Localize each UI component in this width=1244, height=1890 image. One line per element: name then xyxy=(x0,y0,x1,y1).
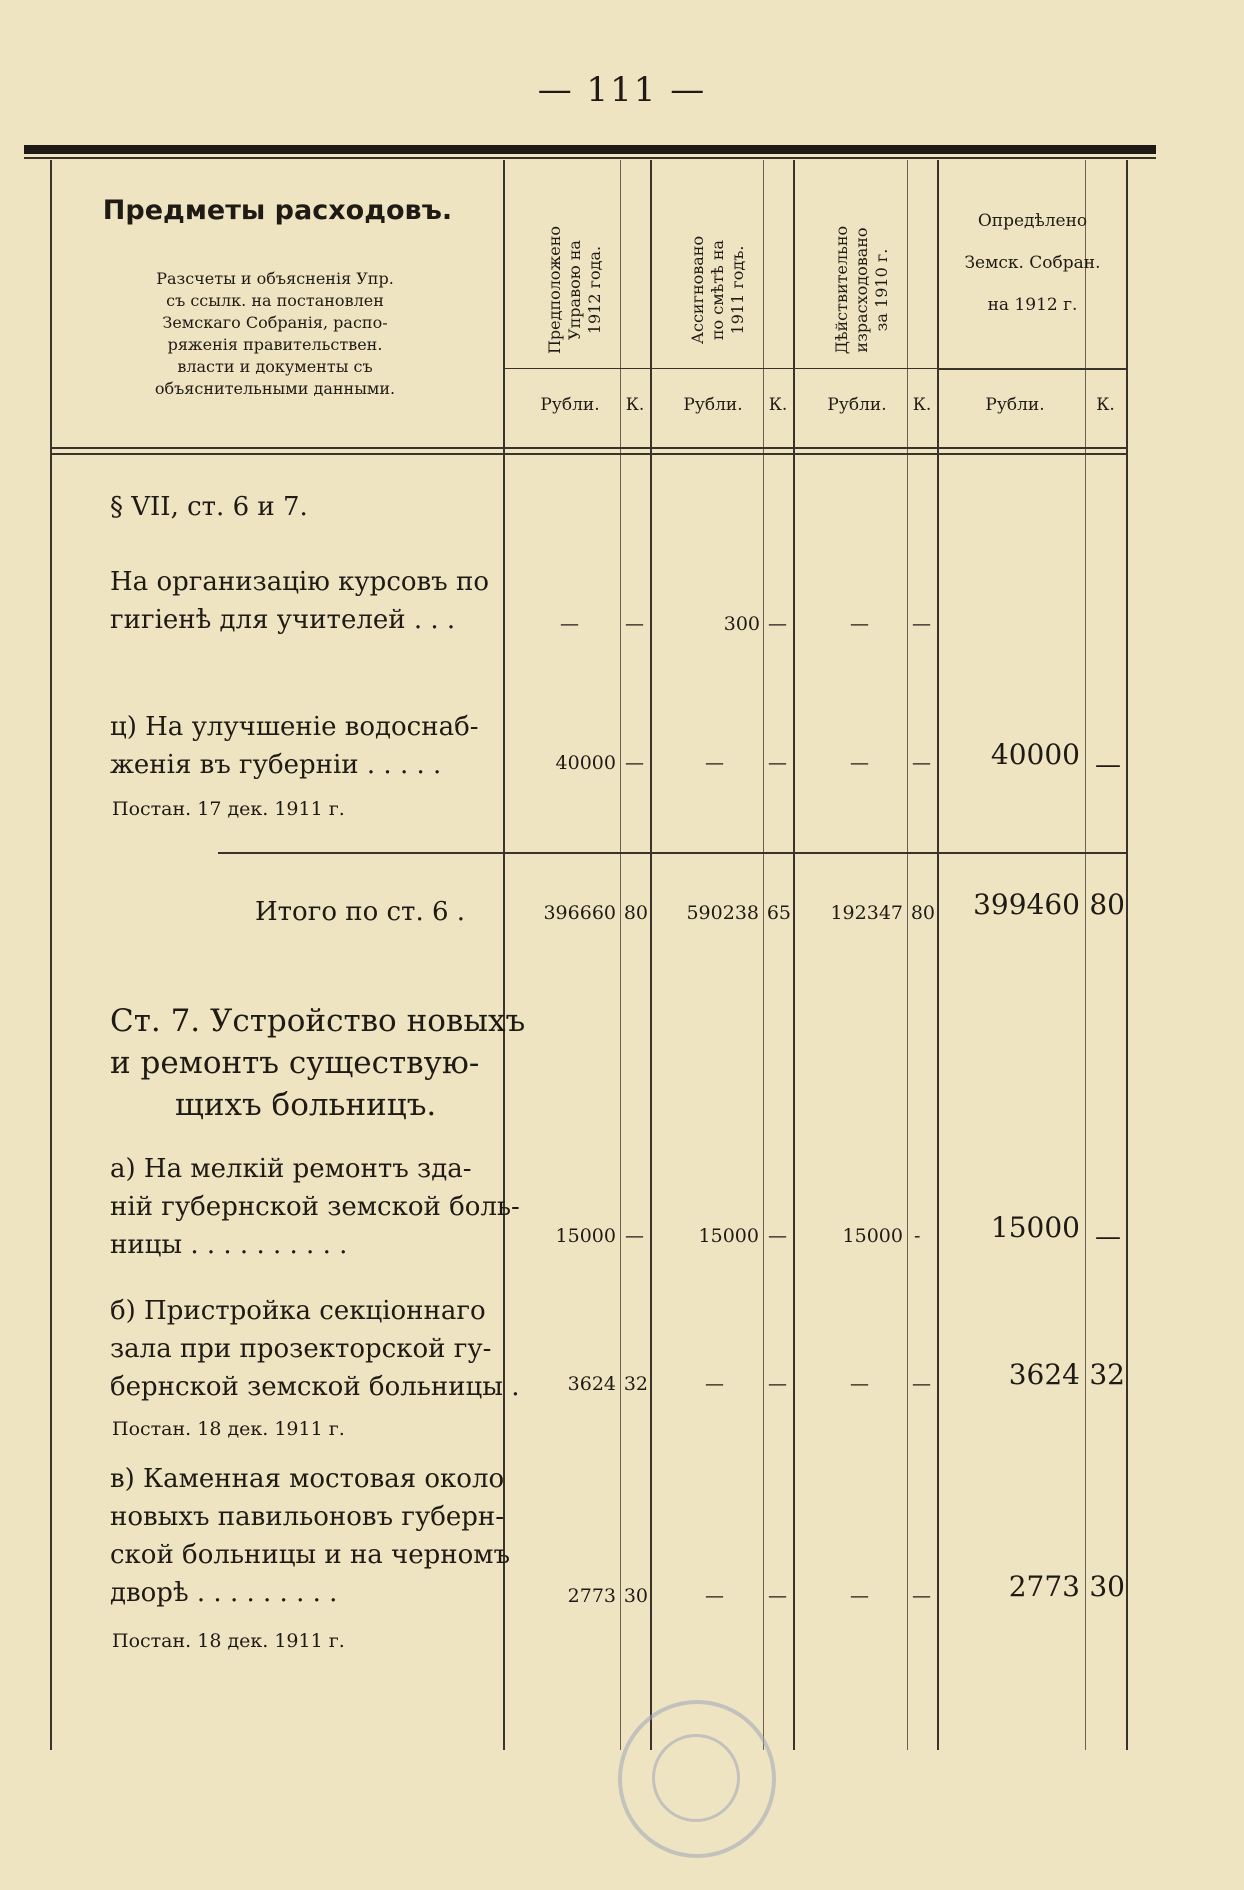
cell: — xyxy=(560,613,579,635)
unit-kop: К. xyxy=(912,395,932,415)
header-rule xyxy=(937,368,1126,370)
cell: — xyxy=(625,1225,644,1247)
item-c-line: дворѣ . . . . . . . . . xyxy=(110,1578,338,1608)
header-assigned-1911: Ассигновано по смѣтѣ на 1911 годъ. xyxy=(688,235,747,345)
water-line: ц) На улучшеніе водоснаб- xyxy=(110,712,479,742)
cell: 80 xyxy=(910,902,935,924)
cell: 15000 xyxy=(842,1225,903,1247)
water-note: Постан. 17 дек. 1911 г. xyxy=(112,798,345,820)
unit-rubles: Рубли. xyxy=(540,395,600,415)
library-stamp xyxy=(618,1700,776,1858)
cell: — xyxy=(1095,750,1121,780)
cell: — xyxy=(705,752,724,774)
cell: 32 xyxy=(623,1373,648,1395)
column-divider xyxy=(937,160,939,1750)
table-border-right xyxy=(1126,160,1128,1750)
total-label: Итого по ст. 6 . xyxy=(255,897,466,927)
cell: — xyxy=(850,613,869,635)
column-divider xyxy=(793,160,795,1750)
unit-kop: К. xyxy=(625,395,645,415)
item-b-line: бернской земской больницы . xyxy=(110,1372,520,1402)
cell: 3624 xyxy=(567,1373,616,1395)
cell: 396660 xyxy=(543,902,616,924)
item-b-line: б) Пристройка секціоннаго xyxy=(110,1296,486,1326)
unit-rubles: Рубли. xyxy=(683,395,743,415)
column-subtitle: Разсчеты и объясненія Упр. съ ссылк. на постановлен Земскаго Собранія, распо- ряженія правительствен. власти и документы съ объяснительными данными. xyxy=(154,269,396,398)
item-a-line: а) На мелкій ремонтъ зда- xyxy=(110,1154,472,1184)
column-divider xyxy=(650,160,652,1750)
cell: — xyxy=(912,752,931,774)
article7-heading: и ремонтъ существую- xyxy=(110,1045,480,1081)
unit-kop: К. xyxy=(1096,395,1115,415)
cell: — xyxy=(768,1373,787,1395)
cell: 15000 xyxy=(555,1225,616,1247)
item-c-line: в) Каменная мостовая около xyxy=(110,1464,505,1494)
cell: 40000 xyxy=(555,752,616,774)
item-a-line: ній губернской земской боль- xyxy=(110,1192,520,1222)
cell: 2773 xyxy=(1008,1570,1080,1603)
cell: 300 xyxy=(723,613,760,635)
total-rule xyxy=(218,852,1126,854)
cell: — xyxy=(850,752,869,774)
item-b-note: Постан. 18 дек. 1911 г. xyxy=(112,1418,345,1440)
cell: — xyxy=(850,1373,869,1395)
cell: 32 xyxy=(1089,1358,1125,1391)
cell: 15000 xyxy=(698,1225,759,1247)
cell: 590238 xyxy=(686,902,759,924)
table-border-left xyxy=(50,160,52,1750)
cell: 2773 xyxy=(567,1585,616,1607)
cell: 30 xyxy=(1089,1570,1125,1603)
cell: — xyxy=(625,613,644,635)
item-b-line: зала при прозекторской гу- xyxy=(110,1334,492,1364)
item-c-note: Постан. 18 дек. 1911 г. xyxy=(112,1630,345,1652)
cell: 15000 xyxy=(990,1211,1080,1244)
courses-line: гигіенѣ для учителей . . . xyxy=(110,605,456,635)
unit-rubles: Рубли. xyxy=(985,395,1045,415)
cell: — xyxy=(912,613,931,635)
cell: — xyxy=(768,752,787,774)
top-rule-thin xyxy=(24,157,1156,159)
header-bottom-rule xyxy=(50,453,1126,455)
cell: 192347 xyxy=(830,902,903,924)
cell: 30 xyxy=(623,1585,648,1607)
cell: — xyxy=(1095,1222,1121,1252)
header-rule xyxy=(503,368,937,369)
header-proposed-1912: Предположено Управою на 1912 года. xyxy=(545,225,604,355)
cell: — xyxy=(705,1373,724,1395)
cell: 40000 xyxy=(990,738,1080,771)
cell: — xyxy=(768,613,787,635)
article7-heading: Ст. 7. Устройство новыхъ xyxy=(110,1003,526,1039)
cell: — xyxy=(768,1585,787,1607)
cell: 65 xyxy=(766,902,791,924)
water-line: женія въ губерніи . . . . . xyxy=(110,750,442,780)
cell: - xyxy=(914,1225,921,1247)
item-a-line: ницы . . . . . . . . . . xyxy=(110,1230,348,1260)
cell: — xyxy=(625,752,644,774)
cell: 399460 xyxy=(973,888,1080,921)
cell: — xyxy=(850,1585,869,1607)
header-spent-1910: Дѣйствительно израсходовано за 1910 г. xyxy=(832,225,891,355)
page-number: — 111 — xyxy=(537,70,707,110)
column-title: Предметы расходовъ. xyxy=(102,195,453,226)
cell: 80 xyxy=(623,902,648,924)
unit-kop: К. xyxy=(768,395,788,415)
header-determined-1912: Опредѣлено Земск. Собран. на 1912 г. xyxy=(964,211,1101,315)
cell: 80 xyxy=(1089,888,1125,921)
cell: — xyxy=(912,1585,931,1607)
unit-rubles: Рубли. xyxy=(827,395,887,415)
courses-line: На организацію курсовъ по xyxy=(110,567,489,597)
cell: — xyxy=(912,1373,931,1395)
section-heading: § VII, ст. 6 и 7. xyxy=(110,492,308,522)
header-bottom-rule xyxy=(50,447,1126,449)
item-c-line: новыхъ павильоновъ губерн- xyxy=(110,1502,505,1532)
cell: 3624 xyxy=(1008,1358,1080,1391)
cell: — xyxy=(768,1225,787,1247)
top-rule xyxy=(24,145,1156,154)
item-c-line: ской больницы и на черномъ xyxy=(110,1540,511,1570)
article7-heading: щихъ больницъ. xyxy=(175,1087,437,1123)
cell: — xyxy=(705,1585,724,1607)
